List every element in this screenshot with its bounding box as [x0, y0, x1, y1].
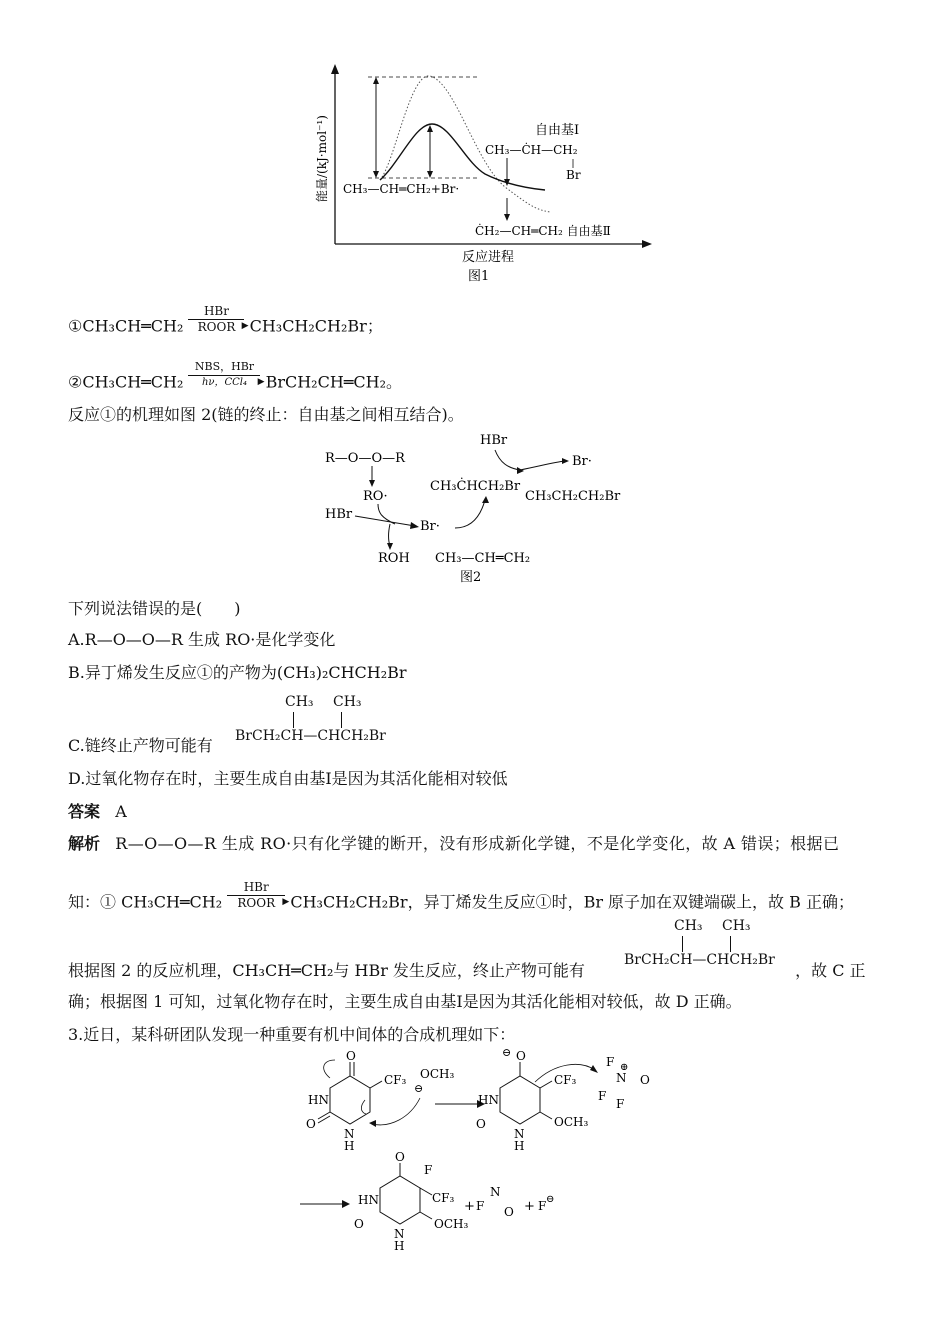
- svg-text:O: O: [346, 1049, 356, 1063]
- ro-radical-label: RO·: [363, 489, 388, 504]
- svg-text:H: H: [514, 1139, 525, 1153]
- svg-text:+: +: [524, 1199, 535, 1214]
- scheme-3-mechanism: [290, 1048, 670, 1258]
- analysis-arrow: HBr ▶ ROOR: [227, 880, 285, 910]
- reaction-2: ②CH₃CH═CH₂ NBS，HBr ▶ hν，CCl₄ BrCH₂CH═CH₂。: [68, 360, 403, 392]
- svg-text:O: O: [476, 1117, 486, 1131]
- svg-text:F: F: [476, 1199, 485, 1213]
- svg-text:HN: HN: [308, 1093, 329, 1107]
- option-b: B.异丁烯发生反应①的产物为(CH₃)₂CHCH₂Br: [68, 663, 407, 682]
- analysis-line-3: 根据图 2 的反应机理，CH₃CH═CH₂与 HBr 发生反应，终止产物可能有 ，故 C 正: [68, 961, 866, 980]
- svg-text:H: H: [344, 1139, 355, 1153]
- svg-text:⊖: ⊖: [502, 1048, 512, 1059]
- svg-text:N: N: [514, 1127, 525, 1141]
- reaction-1-reactant: CH₃CH═CH₂: [82, 316, 184, 336]
- option-c: C.链终止产物可能有: [68, 736, 213, 755]
- reaction-2-reactant: CH₃CH═CH₂: [82, 372, 184, 392]
- svg-text:O: O: [354, 1217, 364, 1231]
- reaction-1-product: CH₃CH₂CH₂Br；: [249, 316, 383, 336]
- question-stem: 下列说法错误的是( ): [68, 599, 241, 618]
- answer-line: [68, 801, 127, 823]
- svg-text:O: O: [306, 1117, 316, 1131]
- svg-text:H: H: [394, 1239, 405, 1253]
- mechanism-intro: 反应①的机理如图 2(链的终止：自由基之间相互结合)。: [68, 405, 464, 424]
- x-axis-label: 反应进程: [462, 250, 515, 265]
- product-label: CH₃CH₂CH₂Br: [525, 489, 621, 504]
- reaction-1: ①CH₃CH═CH₂ HBr ▶ ROOR CH₃CH₂CH₂Br；: [68, 304, 383, 336]
- svg-text:O: O: [640, 1073, 650, 1087]
- bromine-radical-top: Br·: [572, 454, 592, 469]
- svg-text:OCH₃: OCH₃: [420, 1067, 455, 1081]
- propene-label: CH₃—CH═CH₂: [435, 551, 531, 566]
- answer-label: 答案: [68, 802, 101, 821]
- analysis-line-1: 解析 R—O—O—R 生成 RO·只有化学键的断开，没有形成新化学键，不是化学变化，故 A 错误；根据已: [68, 834, 840, 853]
- alkyl-radical-label: CH₃ĊHCH₂Br: [430, 479, 521, 494]
- svg-text:HN: HN: [358, 1193, 379, 1207]
- answer-value: A: [115, 802, 127, 821]
- figure-2-caption: 图2: [460, 570, 482, 585]
- svg-text:F: F: [538, 1199, 547, 1213]
- figure-2-mechanism: [320, 428, 640, 588]
- svg-text:O: O: [504, 1205, 514, 1219]
- peroxide-label: R—O—O—R: [325, 451, 405, 466]
- svg-text:OCH₃: OCH₃: [554, 1115, 589, 1129]
- reaction-2-product: BrCH₂CH═CH₂。: [265, 372, 403, 392]
- figure-1-energy-diagram: [310, 62, 670, 287]
- analysis-label: 解析: [68, 834, 101, 853]
- option-c-structure: CH₃ CH₃ BrCH₂CH—CHCH₂Br: [235, 694, 386, 744]
- analysis-structure: CH₃ CH₃ BrCH₂CH—CHCH₂Br: [624, 918, 775, 968]
- svg-text:CF₃: CF₃: [432, 1191, 455, 1205]
- svg-text:+: +: [464, 1199, 475, 1214]
- option-d: D.过氧化物存在时，主要生成自由基Ⅰ是因为其活化能相对较低: [68, 769, 508, 788]
- radical-1-br: Br: [566, 168, 581, 182]
- svg-text:OCH₃: OCH₃: [434, 1217, 469, 1231]
- reaction-1-arrow: HBr ▶ ROOR: [188, 304, 244, 334]
- hbr-label-2: HBr: [480, 433, 508, 448]
- svg-text:F: F: [598, 1089, 607, 1103]
- svg-text:⊕: ⊕: [620, 1062, 629, 1073]
- option-a: A.R—O—O—R 生成 RO·是化学变化: [68, 630, 336, 649]
- svg-text:F: F: [424, 1163, 433, 1177]
- reactants-label: CH₃—CH═CH₂+Br·: [343, 182, 460, 196]
- radical-1-formula: CH₃—ĊH—CH₂: [485, 143, 578, 157]
- roh-label: ROH: [378, 551, 410, 566]
- hbr-label-1: HBr: [325, 507, 353, 522]
- svg-text:N: N: [490, 1185, 501, 1199]
- svg-text:O: O: [395, 1150, 405, 1164]
- svg-text:N: N: [344, 1127, 355, 1141]
- svg-text:F: F: [616, 1097, 625, 1111]
- svg-text:F: F: [606, 1055, 615, 1069]
- svg-text:HN: HN: [478, 1093, 499, 1107]
- svg-text:N: N: [394, 1227, 405, 1241]
- radical-1-label: 自由基Ⅰ: [535, 123, 580, 138]
- figure-1-caption: 图1: [468, 269, 490, 284]
- y-axis-label: 能量/(kJ·mol⁻¹): [315, 115, 329, 202]
- question-3-stem: 3.近日，某科研团队发现一种重要有机中间体的合成机理如下：: [68, 1025, 516, 1044]
- svg-text:⊖: ⊖: [414, 1082, 424, 1095]
- svg-text:N: N: [616, 1071, 627, 1085]
- analysis-line-4: 确；根据图 1 可知，过氧化物存在时，主要生成自由基Ⅰ是因为其活化能相对较低，故 D 正确。: [68, 992, 742, 1011]
- svg-text:CF₃: CF₃: [554, 1073, 577, 1087]
- reaction-2-arrow: NBS，HBr ▶ hν，CCl₄: [188, 360, 260, 390]
- svg-text:⊖: ⊖: [546, 1194, 555, 1205]
- svg-text:O: O: [516, 1049, 526, 1063]
- svg-text:CF₃: CF₃: [384, 1073, 407, 1087]
- bromine-radical-center: Br·: [420, 519, 440, 534]
- analysis-line-2: 知：① CH₃CH═CH₂ HBr ▶ ROOR CH₃CH₂CH₂Br，异丁烯发生反应①时，Br 原子加在双键端碳上，故 B 正确；: [68, 880, 854, 912]
- radical-2-label: ĊH₂—CH═CH₂ 自由基Ⅱ: [475, 224, 611, 238]
